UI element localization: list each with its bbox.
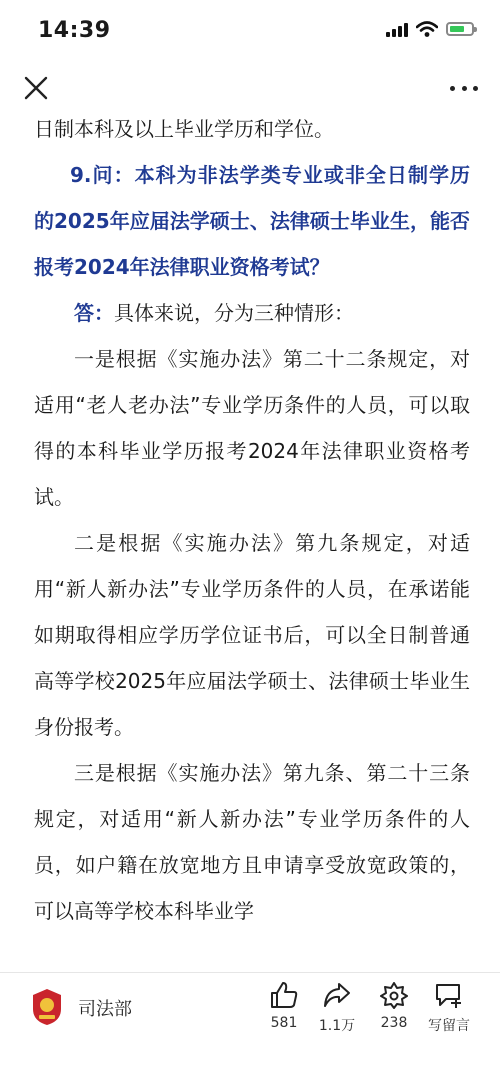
account-name[interactable]: 司法部: [78, 999, 132, 1020]
account-emblem-icon[interactable]: [30, 987, 64, 1027]
cellular-signal-icon: [386, 21, 408, 37]
article-paragraph: 二是根据《实施办法》第九条规定，对适用“新人新办法”专业学历条件的人员，在承诺能如期取得相应学历学位证书后，可以全日制普通高等学校2025年应届法学硕士、法律硕士毕业生身份报考。: [34, 531, 470, 739]
close-icon[interactable]: [22, 74, 50, 102]
article-paragraph: 一是根据《实施办法》第二十二条规定，对适用“老人老办法”专业学历条件的人员，可以取得的本科毕业学历报考2024年法律职业资格考试。: [34, 347, 470, 509]
status-icons: [386, 21, 474, 37]
like-count: 581: [270, 1015, 298, 1031]
share-icon: [322, 981, 352, 1009]
answer-text: 具体来说，分为三种情形：: [114, 301, 354, 325]
article-body: [0, 106, 500, 972]
status-time: 14:39: [38, 18, 111, 43]
more-icon[interactable]: [450, 78, 478, 98]
thumbs-up-icon: [269, 981, 299, 1009]
comment-button[interactable]: [419, 981, 479, 1035]
answer-paragraph: [0, 290, 500, 336]
wow-icon: [379, 981, 409, 1009]
wow-button[interactable]: [364, 981, 424, 1031]
answer-label: 答：: [74, 301, 114, 325]
comment-label: 写留言: [428, 1018, 470, 1034]
question-heading: 9.问：本科为非法学类专业或非全日制学历的2025年应届法学硕士、法律硕士毕业生，能否报考2024年法律职业资格考试？: [34, 163, 470, 279]
wifi-icon: [416, 21, 438, 37]
share-count: 1.1万: [318, 1018, 356, 1034]
comment-icon: [434, 981, 464, 1009]
battery-icon: [446, 22, 474, 36]
article-paragraph: 三是根据《实施办法》第九条、第二十三条规定，对适用“新人新办法”专业学历条件的人员，如户籍在放宽地方且申请享受放宽政策的，可以高等学校本科毕业学: [34, 761, 470, 923]
status-bar: [0, 0, 500, 60]
wow-count: 238: [380, 1015, 408, 1031]
like-button[interactable]: [254, 981, 314, 1031]
article-paragraph: 日制本科及以上毕业学历和学位。: [34, 117, 334, 141]
bottom-action-bar: [0, 972, 500, 1069]
share-button[interactable]: [307, 981, 367, 1035]
